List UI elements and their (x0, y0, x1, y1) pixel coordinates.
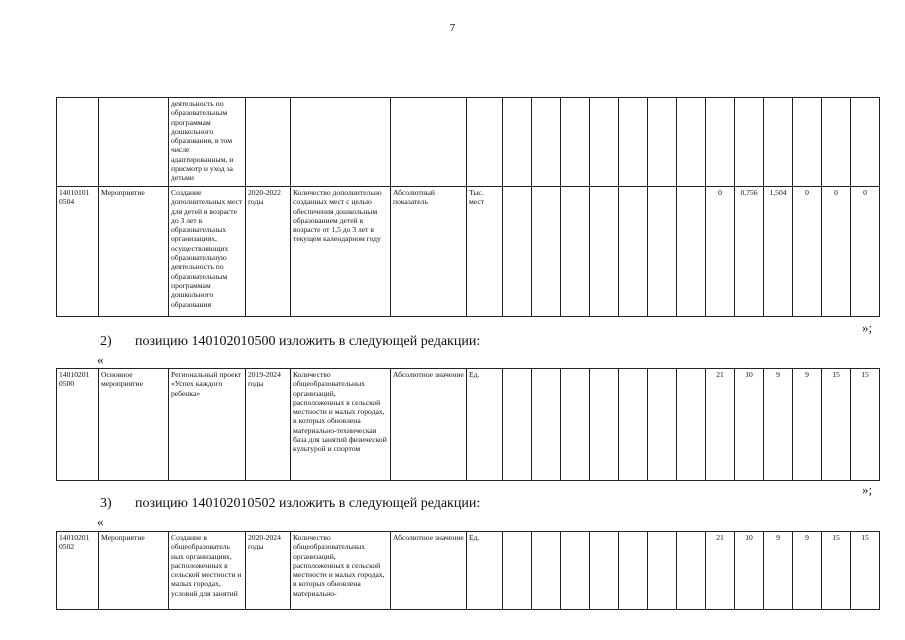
cell-period: 2020-2022 годы (246, 187, 291, 317)
cell-unit: Ед. (467, 369, 503, 481)
page-number: 7 (449, 22, 456, 34)
cell-value: 9 (793, 532, 822, 610)
cell-value: 0 (793, 187, 822, 317)
cell-value: 21 (706, 369, 735, 481)
cell-name: Региональный проект «Успех каждого ребенка» (169, 369, 246, 481)
cell-unit: Ед. (467, 532, 503, 610)
cell-indicator-type: Абсолютное значение (391, 369, 467, 481)
cell-code: 14010201 0500 (57, 369, 99, 481)
table-row (57, 532, 880, 610)
cell-value: 15 (822, 532, 851, 610)
cell-type: Мероприятие (99, 532, 169, 610)
cell-indicator-type: Абсолютное значение (391, 532, 467, 610)
cell-value: 0 (822, 187, 851, 317)
cell-name: Создание дополнительных мест для детей в возрасте до 3 лет в образовательных организациях, осуществляющих образовательную деятельность по образовательным программам дошкольного образования (169, 187, 246, 317)
cell-name: Создание в общеобразователь ных организациях, расположенных в сельской местности и малых городах, условий для занятий (169, 532, 246, 610)
table-row (57, 369, 880, 481)
cell-period: 2020-2024 годы (246, 532, 291, 610)
cell-value: 0 (851, 187, 880, 317)
opening-quote: « (97, 514, 104, 529)
item-number: 2) (100, 334, 112, 349)
table-row (57, 187, 880, 317)
opening-quote: « (97, 352, 104, 367)
cell-value: 9 (764, 369, 793, 481)
cell-value: 1,504 (764, 187, 793, 317)
cell-indicator-type: Абсолютный показатель (391, 187, 467, 317)
closing-quote: »; (862, 482, 873, 497)
cell-value: 0,756 (735, 187, 764, 317)
cell-value: 15 (851, 369, 880, 481)
cell-value: 15 (851, 532, 880, 610)
cell-value: 10 (735, 532, 764, 610)
cell-indicator: Количество общеобразовательных организаций, расположенных в сельской местности и малых городах, в которых обновлена материально- (291, 532, 391, 610)
cell-indicator: Количество дополнительно созданных мест с целью обеспечения дошкольным образованием детей в возрасте от 1,5 до 3 лет в текущем календарном году (291, 187, 391, 317)
cell-code: 14010201 0502 (57, 532, 99, 610)
table-position-500 (56, 368, 880, 481)
item-number: 3) (100, 496, 112, 511)
cell-value: 9 (793, 369, 822, 481)
cell-value: 21 (706, 532, 735, 610)
cell-value: 9 (764, 532, 793, 610)
item-3 (100, 496, 480, 512)
closing-quote: »; (862, 320, 873, 335)
cell-code: 14010101 0504 (57, 187, 99, 317)
cell-period: 2019-2024 годы (246, 369, 291, 481)
cell-indicator: Количество общеобразовательных организаций, расположенных в сельской местности и малых городах, в которых обновлена материально-техническая база для занятий физической культурой и спортом (291, 369, 391, 481)
cell-type: Мероприятие (99, 187, 169, 317)
table-position-502 (56, 531, 880, 610)
cell-name-continued: деятельность по образовательным программам дошкольного образования, в том числе адаптированным, и присмотр и уход за детьми (169, 98, 246, 187)
table-continued (56, 97, 880, 317)
cell-value: 15 (822, 369, 851, 481)
cell-value: 0 (706, 187, 735, 317)
table-row-continued (57, 98, 880, 187)
item-text: позицию 140102010502 изложить в следующей редакции: (135, 496, 481, 511)
cell-unit: Тыс. мест (467, 187, 503, 317)
cell-type: Основное мероприятие (99, 369, 169, 481)
item-2 (100, 334, 480, 350)
item-text: позицию 140102010500 изложить в следующей редакции: (135, 334, 481, 349)
cell-value: 10 (735, 369, 764, 481)
